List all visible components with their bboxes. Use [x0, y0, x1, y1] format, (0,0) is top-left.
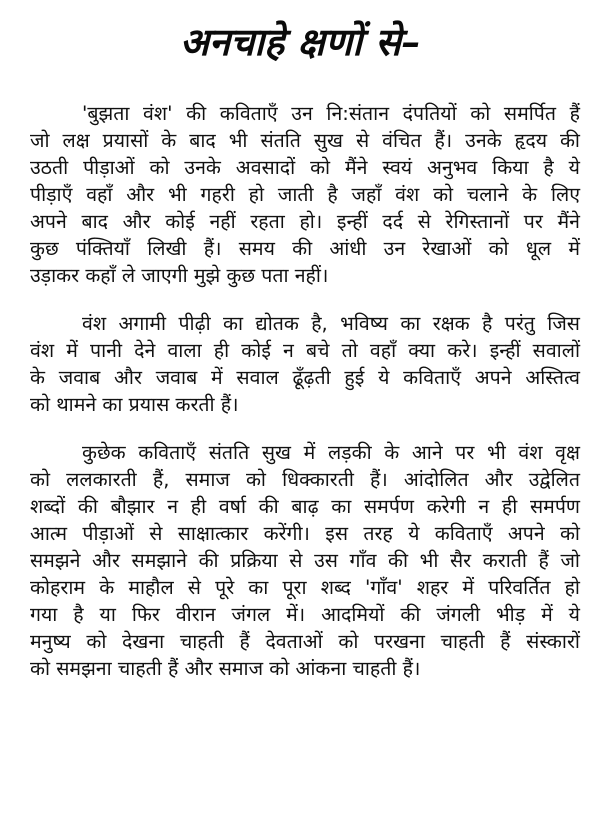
text-line: उड़ाकर कहाँ ले जाएगी मुझे कुछ पता नहीं।: [30, 264, 329, 287]
text-line: वंश अगामी पीढ़ी का द्योतक है, भविष्य का रक्षक है परंतु जिस: [82, 312, 580, 335]
text-line: वंश में पानी देने वाला ही कोई न बचे तो वहाँ क्या करे। इन्हीं सवालों: [30, 339, 580, 362]
text-line: 'बुझता वंश' की कविताएँ उन नि:संतान दंपतियों को समर्पित हैं: [82, 102, 580, 125]
paragraph-1: [30, 100, 580, 289]
text-line: गया है या फिर वीरान जंगल में। आदमियों की जंगली भीड़ में ये: [30, 603, 580, 626]
paragraph-2: [30, 310, 580, 418]
text-line: शब्दों की बौझार न ही वर्षा की बाढ़ का समर्पण करेगी न ही समर्पण: [30, 495, 580, 518]
text-line: कुछ पंक्तियाँ लिखी हैं। समय की आंधी उन रेखाओं को धूल में: [30, 237, 580, 260]
text-line: कोहराम के माहौल से पूरे का पूरा शब्द 'गाँव' शहर में परिवर्तित हो: [30, 576, 580, 599]
text-line: को थामने का प्रयास करती हैं।: [30, 393, 239, 416]
text-line: अपने बाद और कोई नहीं रहता हो। इन्हीं दर्द से रेगिस्तानों पर मैंने: [30, 210, 580, 233]
text-line: मनुष्य को देखना चाहती हैं देवताओं को परखना चाहती हैं संस्कारों: [30, 630, 580, 653]
text-line: जो लक्ष प्रयासों के बाद भी संतति सुख से वंचित हैं। उनके हृदय की: [30, 129, 580, 152]
text-line: को ललकारती हैं, समाज को धिक्कारती हैं। आंदोलित और उद्वेलित: [30, 468, 580, 491]
text-line: कुछेक कविताएँ संतति सुख में लड़की के आने पर भी वंश वृक्ष: [82, 441, 580, 464]
text-line: के जवाब और जवाब में सवाल ढूँढ़ती हुई ये कविताएँ अपने अस्तित्व: [30, 366, 580, 389]
text-line: समझने और समझाने की प्रक्रिया से उस गाँव की भी सैर कराती हैं जो: [30, 549, 580, 572]
body-text: [30, 100, 580, 703]
paragraph-3: [30, 439, 580, 682]
text-line: आत्म पीड़ाओं से साक्षात्कार करेंगी। इस तरह ये कविताएँ अपने को: [30, 522, 580, 545]
text-line: पीड़ाएँ वहाँ और भी गहरी हो जाती है जहाँ वंश को चलाने के लिए: [30, 183, 580, 206]
text-line: उठती पीड़ाओं को उनके अवसादों को मैंने स्वयं अनुभव किया है ये: [30, 156, 580, 179]
text-line: को समझना चाहती हैं और समाज को आंकना चाहती हैं।: [30, 657, 421, 680]
page-title: अनचाहे क्षणों से–: [180, 19, 420, 64]
